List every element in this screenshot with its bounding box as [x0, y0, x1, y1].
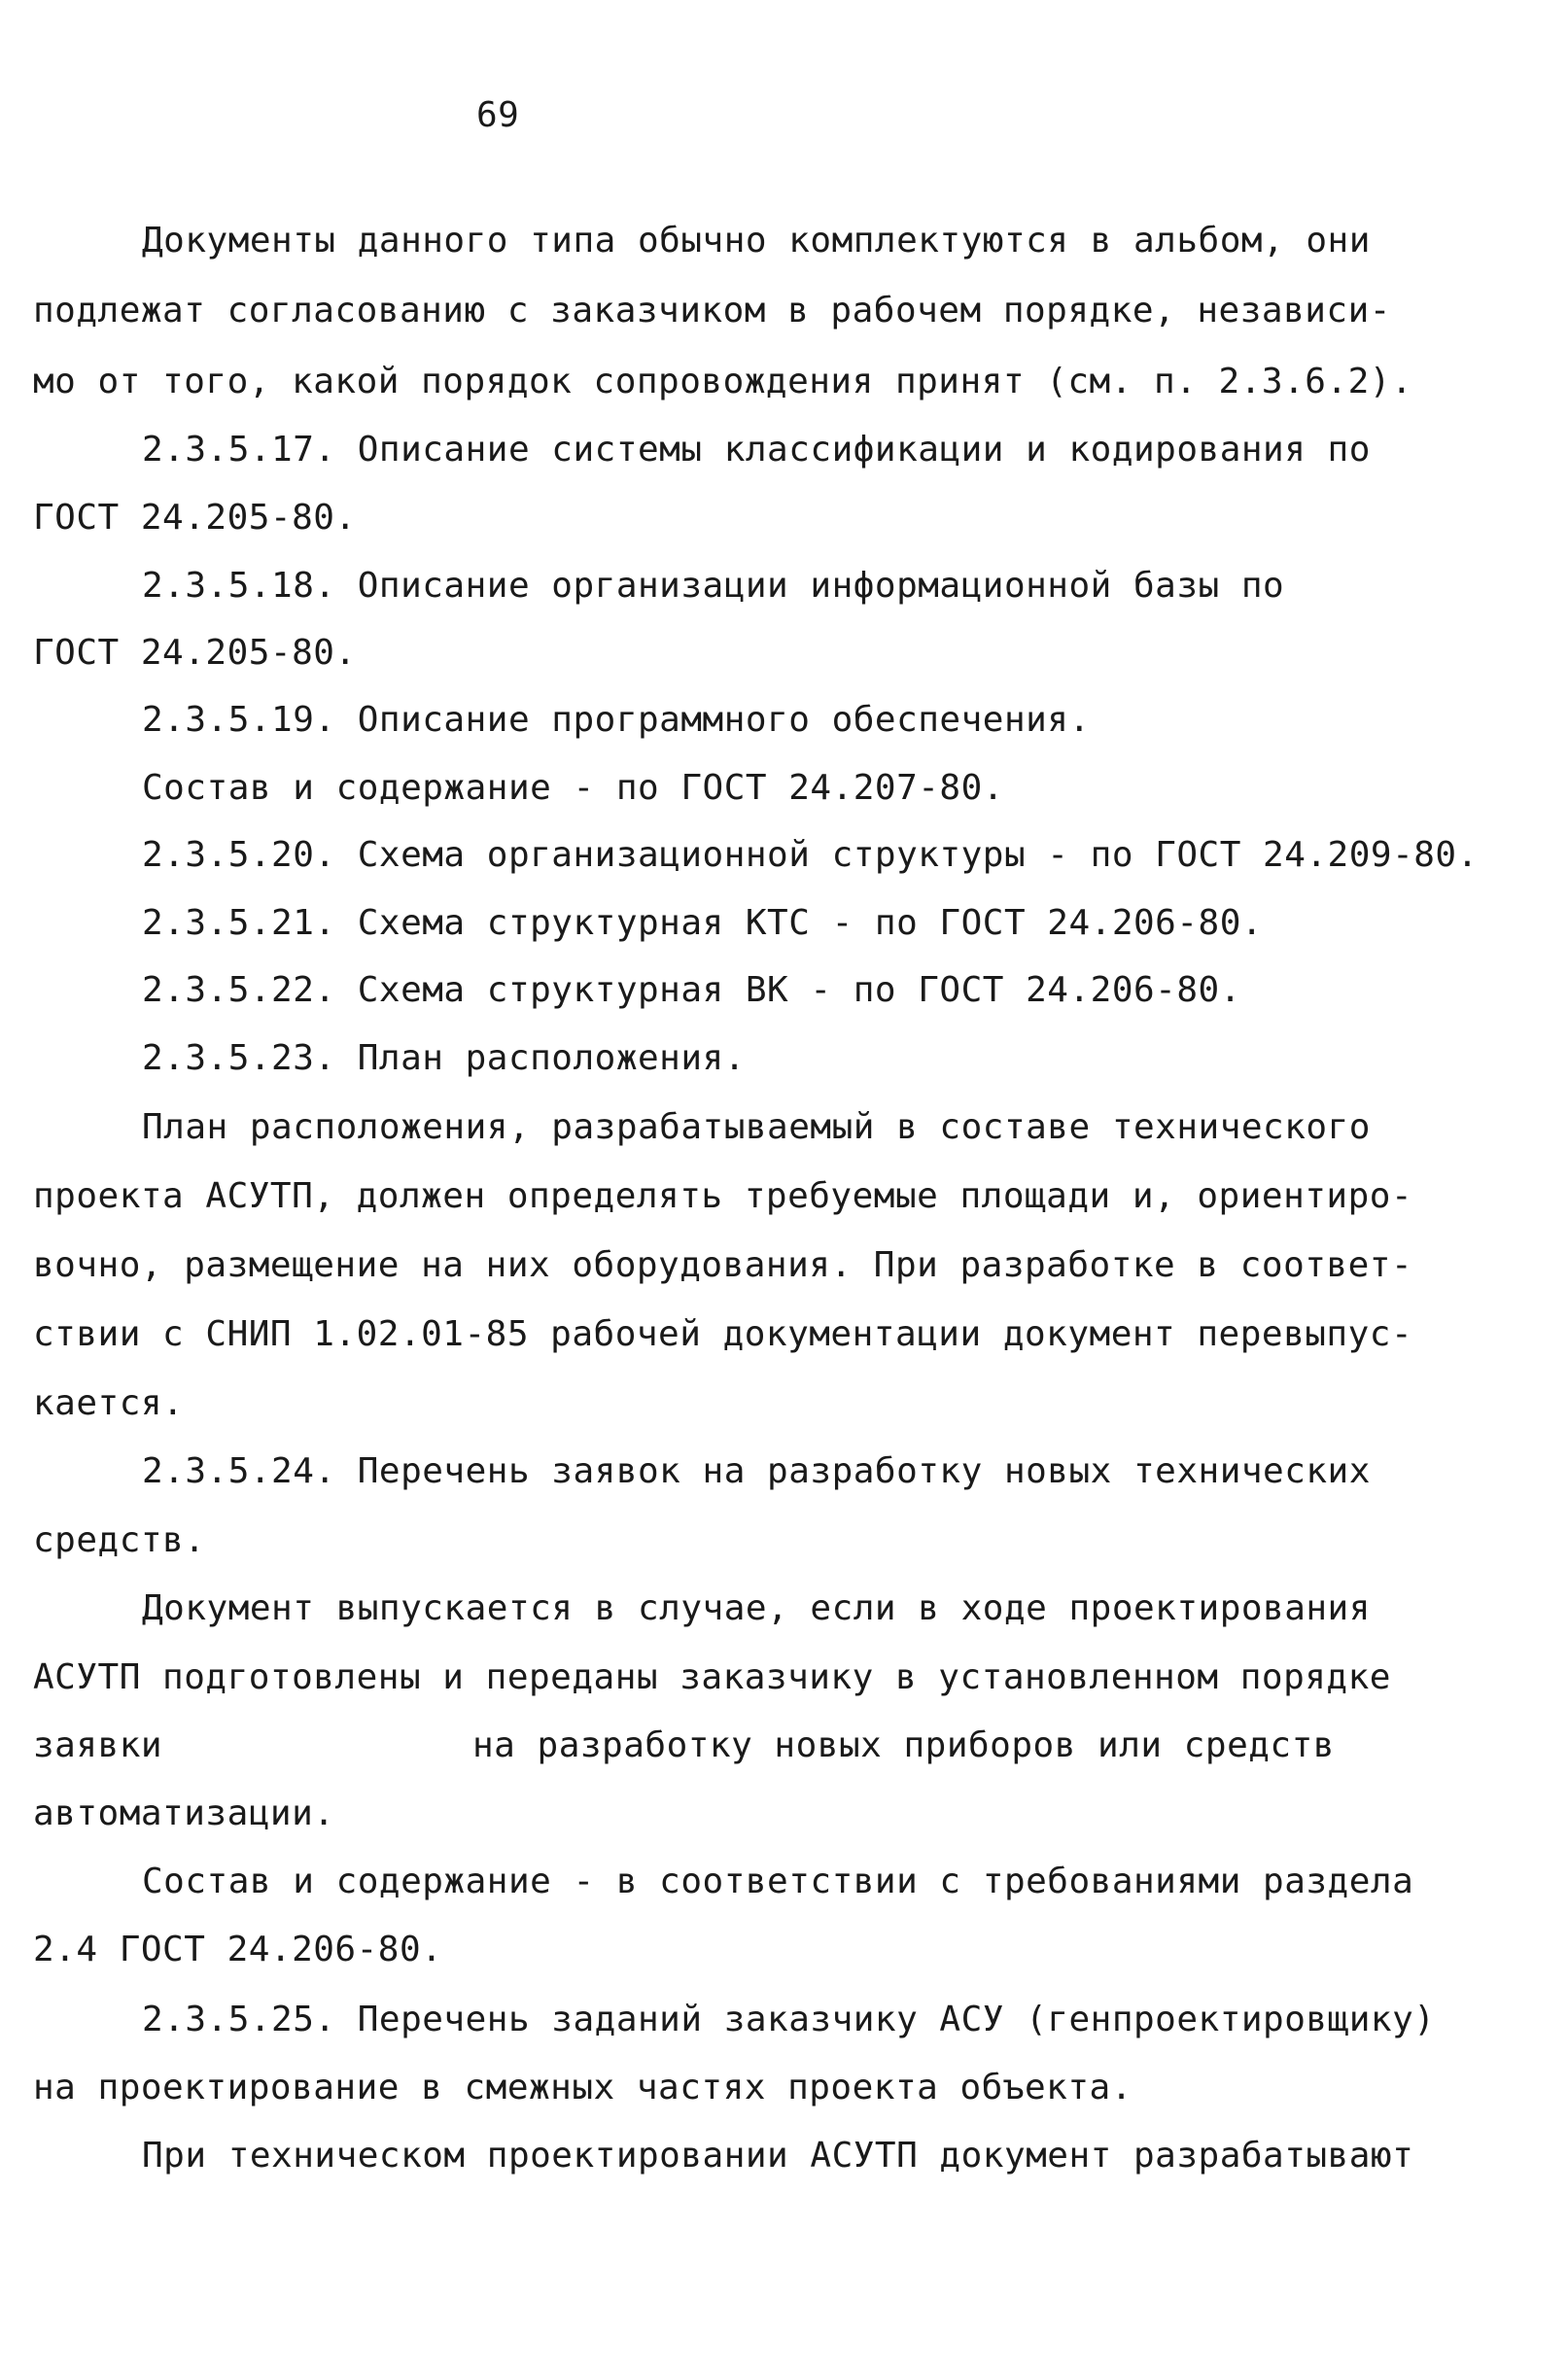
text-line: заявки: [33, 1725, 163, 1765]
text-line: на проектирование в смежных частях проекта объекта.: [33, 2068, 1132, 2107]
text-line: ствии с СНИП 1.02.01-85 рабочей документации документ перевыпус-: [33, 1314, 1413, 1354]
text-line: 2.3.5.18. Описание организации информационной базы по: [142, 566, 1285, 606]
text-line: 2.3.5.21. Схема структурная КТС - по ГОСТ 24.206-80.: [142, 903, 1264, 943]
text-line: ГОСТ 24.205-80.: [33, 498, 357, 538]
text-line: вочно, размещение на них оборудования. При разработке в соответ-: [33, 1245, 1413, 1285]
text-line: на разработку новых приборов или средств: [472, 1725, 1335, 1765]
text-line: Документы данного типа обычно комплектуются в альбом, они: [142, 221, 1371, 261]
page-number: 69: [476, 95, 520, 135]
text-line: 2.3.5.22. Схема структурная ВК - по ГОСТ 24.206-80.: [142, 970, 1241, 1010]
text-line: Документ выпускается в случае, если в ходе проектирования: [142, 1588, 1371, 1628]
text-line: автоматизации.: [33, 1793, 335, 1833]
text-line: 2.3.5.20. Схема организационной структуры - по ГОСТ 24.209-80.: [142, 835, 1479, 875]
text-line: ГОСТ 24.205-80.: [33, 633, 357, 673]
text-line: подлежат согласованию с заказчиком в рабочем порядке, независи-: [33, 291, 1391, 331]
text-line: АСУТП подготовлены и переданы заказчику в установленном порядке: [33, 1657, 1391, 1697]
text-line: кается.: [33, 1383, 185, 1423]
text-line: проекта АСУТП, должен определять требуемые площади и, ориентиро-: [33, 1176, 1413, 1216]
text-line: мо от того, какой порядок сопровождения принят (см. п. 2.3.6.2).: [33, 362, 1413, 401]
text-line: При техническом проектировании АСУТП документ разрабатывают: [142, 2136, 1414, 2176]
text-line: 2.3.5.19. Описание программного обеспечения.: [142, 700, 1091, 740]
text-line: 2.3.5.25. Перечень заданий заказчику АСУ (генпроектировщику): [142, 2000, 1436, 2039]
text-line: План расположения, разрабатываемый в составе технического: [142, 1107, 1371, 1147]
text-line: Состав и содержание - в соответствии с требованиями раздела: [142, 1862, 1414, 1901]
text-line: 2.3.5.17. Описание системы классификации и кодирования по: [142, 430, 1371, 470]
text-line: средств.: [33, 1520, 206, 1560]
text-line: 2.4 ГОСТ 24.206-80.: [33, 1930, 443, 1969]
text-line: 2.3.5.23. План расположения.: [142, 1038, 746, 1078]
text-line: Состав и содержание - по ГОСТ 24.207-80.: [142, 768, 1004, 808]
text-line: 2.3.5.24. Перечень заявок на разработку новых технических: [142, 1451, 1371, 1491]
